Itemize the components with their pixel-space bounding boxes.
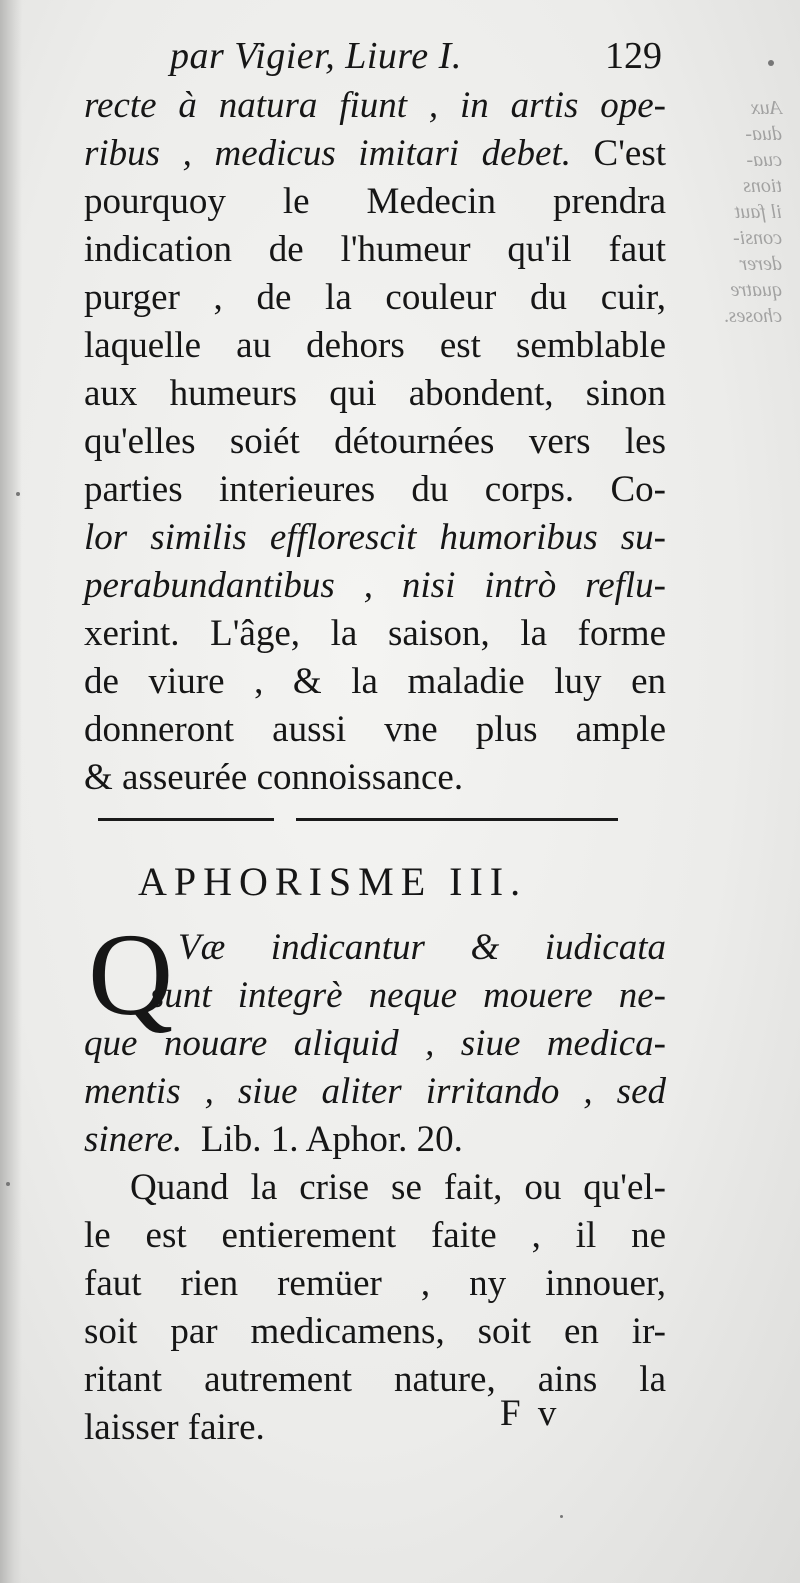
- text-line: lor similis efflorescit humoribus su-: [84, 517, 666, 558]
- margin-show-through: [682, 95, 782, 329]
- text-line: donneront aussi vne plus ample: [84, 709, 666, 750]
- aphorism-second-line: [150, 972, 666, 1020]
- text-line: le est entierement faite , il ne: [84, 1215, 666, 1256]
- text-line: soit par medicamens, soit en ir-: [84, 1311, 666, 1352]
- text-line: parties interieures du corps. Co-: [84, 469, 666, 510]
- french-fragment: C'est: [570, 133, 667, 174]
- text-line: Quand la crise se fait, ou qu'el-: [130, 1167, 666, 1208]
- text-line: que nouare aliquid , siue medica-: [84, 1023, 666, 1064]
- text-line: recte à natura fiunt , in artis ope-: [84, 85, 666, 126]
- margin-note-line: derer: [739, 253, 782, 275]
- page-number: 129: [605, 35, 662, 77]
- aphorism-first-line: [178, 924, 666, 972]
- drop-cap: Q: [88, 909, 174, 1040]
- catchword-signature: F v: [500, 1393, 561, 1434]
- divider-rule-right: [296, 818, 618, 821]
- text-line: de viure , & la maladie luy en: [84, 661, 666, 702]
- section-title: APHORISME III.: [138, 859, 528, 904]
- text-line: laquelle au dehors est semblable: [84, 325, 666, 366]
- text-line: laisser faire.: [84, 1407, 265, 1448]
- paragraph-1: [84, 82, 666, 802]
- ink-speck: [16, 492, 20, 496]
- margin-note-line: dua-: [745, 123, 782, 145]
- ink-speck: [768, 60, 774, 66]
- margin-note-line: Aux: [750, 97, 782, 119]
- running-head: par Vigier, Liure I.: [170, 35, 462, 77]
- text-line: ritant autrement nature, ains la: [84, 1359, 666, 1400]
- aphorism-reference: Lib. 1. Aphor. 20.: [200, 1119, 463, 1160]
- margin-note-line: tions: [743, 175, 782, 197]
- divider-rule-left: [98, 818, 274, 821]
- text-line: mentis , siue aliter irritando , sed: [84, 1071, 666, 1112]
- page-gutter-shadow: [0, 0, 22, 1583]
- ink-speck: [6, 1182, 10, 1186]
- text-line: [84, 130, 666, 178]
- margin-note-line: cua-: [746, 149, 782, 171]
- text-line: qu'elles soiét détournées vers les: [84, 421, 666, 462]
- text-line: faut rien remüer , ny innouer,: [84, 1263, 666, 1304]
- latin-fragment: sinere.: [84, 1119, 183, 1160]
- paragraph-2: [84, 1212, 666, 1452]
- aphorism-body: [84, 1020, 666, 1164]
- latin-fragment: ribus , medicus imitari debet.: [84, 133, 571, 174]
- margin-note-line: quatre: [730, 279, 782, 301]
- margin-note-line: il faut: [734, 201, 782, 223]
- text-line: & asseurée connoissance.: [84, 757, 464, 798]
- text-line: [84, 1116, 666, 1164]
- ink-speck: [560, 1515, 563, 1518]
- text-line: sunt integrè neque mouere ne-: [150, 975, 666, 1016]
- paragraph-2-first-line: [130, 1164, 666, 1212]
- running-header: [170, 34, 670, 84]
- text-line: indication de l'humeur qu'il faut: [84, 229, 666, 270]
- margin-note-line: consi-: [733, 227, 782, 249]
- margin-note-line: choses.: [723, 305, 782, 327]
- text-line: purger , de la couleur du cuir,: [84, 277, 666, 318]
- text-line: xerint. L'âge, la saison, la forme: [84, 613, 666, 654]
- text-line: pourquoy le Medecin prendra: [84, 181, 666, 222]
- section-divider: [98, 818, 618, 824]
- text-line: Væ indicantur & iudicata: [178, 927, 666, 968]
- text-line: aux humeurs qui abondent, sinon: [84, 373, 666, 414]
- text-line: perabundantibus , nisi intrò reflu-: [84, 565, 666, 606]
